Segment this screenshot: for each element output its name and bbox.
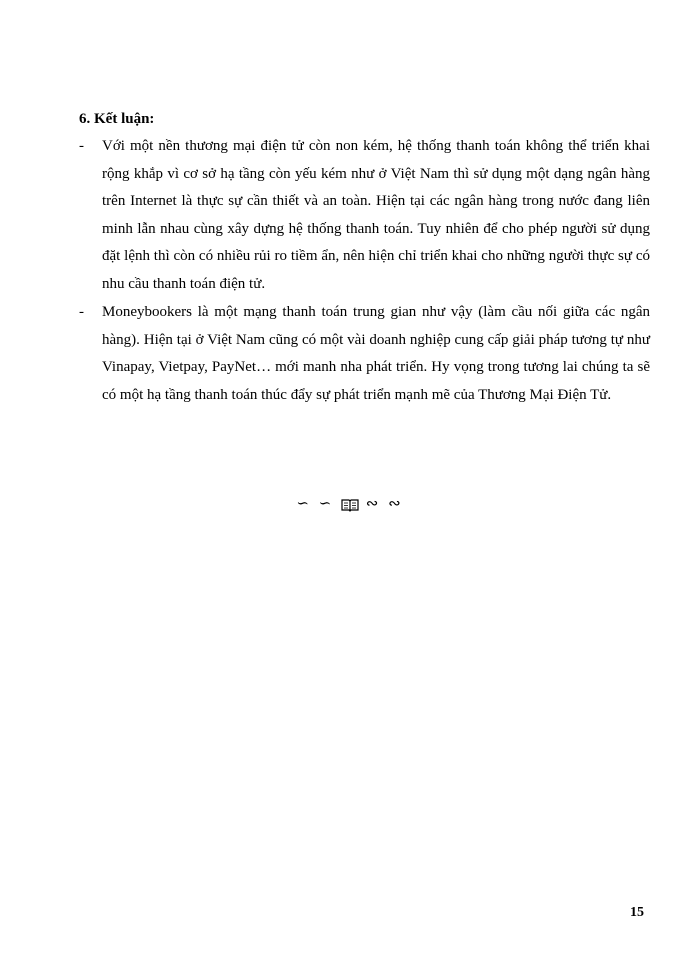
bullet-text: Với một nền thương mại điện tử còn non kém, hệ thống thanh toán không thể triển khai rộng khắp vì cơ sở hạ tầng còn yếu kém như ở Việt Nam thì sử dụng một dạng ngân hàng trên Internet là thực sự cần thiết và an toàn. Hiện tại các ngân hàng trong nước đang liên minh lẫn nhau cùng xây dựng hệ thống thanh toán. Tuy nhiên để cho phép người sử dụng đặt lệnh thì còn có nhiều rủi ro tiềm ẩn, nên hiện chỉ triển khai cho những người thực sự có nhu cầu thanh toán điện tử. [102, 138, 650, 292]
bullet-marker: - [79, 138, 84, 154]
section-heading: 6. Kết luận: [79, 111, 155, 127]
ornament-left-flourish: ∽ ∽ [296, 496, 335, 512]
ornament-right-flourish: ∾ ∾ [365, 496, 404, 512]
page-number: 15 [630, 905, 644, 920]
section-end-ornament [0, 492, 700, 516]
bullet-marker: - [79, 304, 84, 320]
bullet-text: Moneybookers là một mạng thanh toán trung gian như vậy (làm cầu nối giữa các ngân hàng). Hiện tại ở Việt Nam cũng có một vài doanh nghiệp cung cấp giải pháp tương tự như Vinapay, Vietpay, PayNet… mới manh nha phát triển. Hy vọng trong tương lai chúng ta sẽ có một hạ tầng thanh toán thúc đẩy sự phát triển mạnh mẽ của Thương Mại Điện Tử. [102, 304, 650, 403]
open-book-icon [341, 496, 366, 512]
